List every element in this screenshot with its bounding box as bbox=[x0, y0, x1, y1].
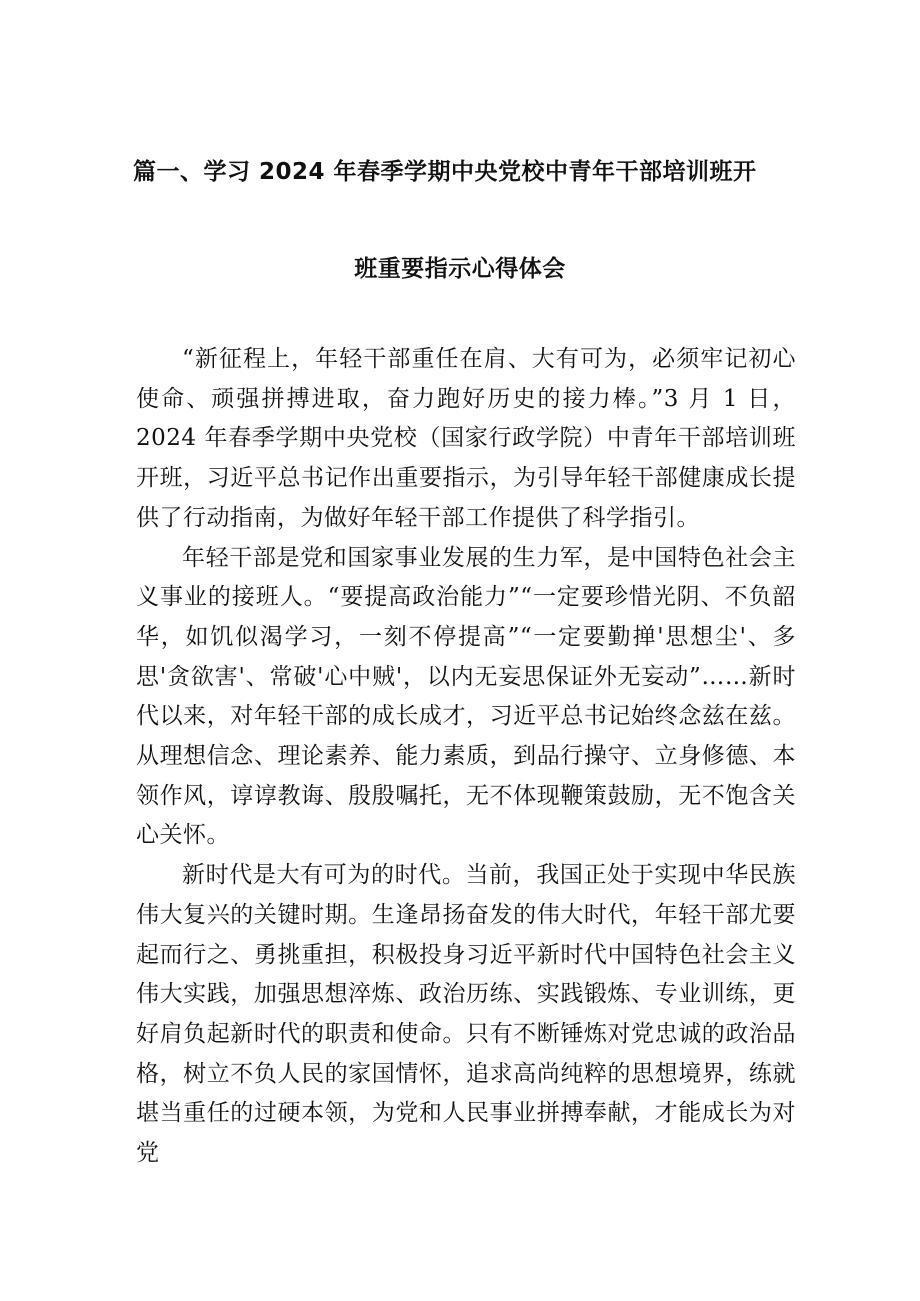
paragraph-3: 新时代是大有可为的时代。当前，我国正处于实现中华民族伟大复兴的关键时期。生逢昂扬奋发的伟大时代，年轻干部尤要起而行之、勇挑重担，积极投身习近平新时代中国特色社会主义伟大实践，加强思想淬炼、政治历练、实践锻炼、专业训练，更好肩负起新时代的职责和使命。只有不断锤炼对党忠诚的政治品格，树立不负人民的家国情怀，追求高尚纯粹的思想境界，练就堪当重任的过硬本领，为党和人民事业拼搏奉献，才能成长为对党 bbox=[136, 862, 796, 1167]
paragraph-2: 年轻干部是党和国家事业发展的生力军，是中国特色社会主义事业的接班人。“要提高政治能力”“一定要珍惜光阴、不负韶华，如饥似渴学习，一刻不停提高”“一定要勤掸'思想尘'、多思'贪欲害'、常破'心中贼'，以内无妄思保证外无妄动”……新时代以来，对年轻干部的成长成才，习近平总书记始终念兹在兹。从理想信念、理论素养、能力素质，到品行操守、立身修德、本领作风，谆谆教诲、殷殷嘱托，无不体现鞭策鼓励，无不饱含关心关怀。 bbox=[136, 544, 796, 849]
document-body bbox=[136, 340, 796, 1174]
paragraph-1: “新征程上，年轻干部重任在肩、大有可为，必须牢记初心使命、顽强拼搏进取，奋力跑好历史的接力棒。”3 月 1 日，2024 年春季学期中央党校（国家行政学院）中青年干部培训班开班，习近平总书记作出重要指示，为引导年轻干部健康成长提供了行动指南，为做好年轻干部工作提供了科学指引。 bbox=[136, 346, 796, 531]
document-title-line-2: 班重要指示心得体会 bbox=[354, 256, 566, 282]
document-title-line-1: 篇一、学习 2024 年春季学期中央党校中青年干部培训班开 bbox=[133, 159, 757, 185]
